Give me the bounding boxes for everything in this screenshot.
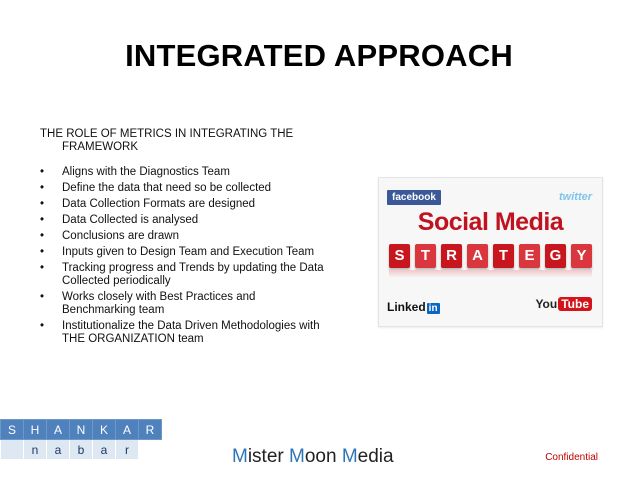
content-area: [40, 128, 325, 349]
strategy-letter-block: E: [519, 244, 540, 268]
list-item: [40, 214, 325, 227]
strategy-letter-block: T: [493, 244, 514, 268]
logo-letter: K: [93, 420, 116, 440]
brand-initial: M: [232, 446, 248, 467]
bullet-icon: •: [40, 291, 45, 303]
list-item: [40, 198, 325, 211]
strategy-letter-block: G: [545, 244, 566, 268]
facebook-logo: facebook: [387, 190, 441, 205]
bullet-icon: •: [40, 262, 45, 274]
bullet-icon: •: [40, 198, 45, 210]
bullet-icon: •: [40, 182, 45, 194]
list-item-text: Data Collection Formats are designed: [62, 198, 256, 210]
bullet-icon: •: [40, 214, 45, 226]
logo-letter: R: [139, 420, 162, 440]
list-item: [40, 182, 325, 195]
list-item: [40, 230, 325, 243]
logo-letter: S: [1, 420, 24, 440]
footer-brand: [232, 446, 394, 468]
list-item-text: Define the data that need so be collected: [62, 182, 272, 194]
brand-word: ister: [247, 446, 290, 467]
youtube-logo: [535, 297, 592, 311]
block-reflection: [389, 270, 592, 278]
youtube-you-text: You: [535, 297, 558, 311]
list-item-text: Conclusions are drawn: [62, 230, 179, 242]
brand-initial: M: [289, 446, 305, 467]
subheading: THE ROLE OF METRICS IN INTEGRATING THE FRAMEWORK: [40, 128, 294, 153]
twitter-logo: twitter: [559, 191, 592, 203]
bullet-icon: •: [40, 246, 45, 258]
list-item-text: Aligns with the Diagnostics Team: [62, 166, 230, 178]
logo-letter: r: [116, 440, 139, 460]
brand-word: edia: [357, 446, 394, 467]
logo-letter: a: [47, 440, 70, 460]
bullet-icon: •: [40, 166, 45, 178]
slide-title: INTEGRATED APPROACH: [125, 38, 513, 73]
logo-letter: b: [70, 440, 93, 460]
strategy-letter-block: Y: [571, 244, 592, 268]
linkedin-logo: [387, 300, 440, 314]
brand-initial: M: [341, 446, 358, 467]
strategy-blocks: [389, 244, 592, 268]
youtube-tube-badge: Tube: [558, 297, 592, 311]
list-item-text: Inputs given to Design Team and Execution Team: [62, 246, 315, 258]
bullet-list: [40, 166, 325, 346]
strategy-letter-block: A: [467, 244, 488, 268]
logo-letter: [139, 440, 162, 460]
social-media-heading: Social Media: [417, 208, 564, 236]
list-item: [40, 262, 325, 288]
bullet-icon: •: [40, 320, 45, 332]
shankar-nabar-logo: [0, 419, 162, 460]
linkedin-text: Linked: [387, 300, 426, 314]
strategy-letter-block: R: [441, 244, 462, 268]
list-item: [40, 166, 325, 179]
logo-letter: A: [116, 420, 139, 440]
logo-letter: A: [47, 420, 70, 440]
list-item-text: Works closely with Best Practices and Benchmarking team: [62, 291, 256, 316]
logo-letter: H: [24, 420, 47, 440]
logo-letter: n: [24, 440, 47, 460]
list-item: [40, 291, 325, 317]
confidential-label: Confidential: [545, 452, 598, 463]
list-item-text: Institutionalize the Data Driven Methodologies with THE ORGANIZATION team: [62, 320, 320, 345]
strategy-letter-block: T: [415, 244, 436, 268]
logo-letter: [1, 440, 24, 460]
list-item: [40, 246, 325, 259]
brand-word: oon: [304, 446, 342, 467]
list-item-text: Data Collected is analysed: [62, 214, 199, 226]
social-media-strategy-image: [378, 177, 603, 327]
logo-top-row: [1, 420, 162, 440]
bullet-icon: •: [40, 230, 45, 242]
list-item-text: Tracking progress and Trends by updating the Data Collected periodically: [62, 262, 324, 287]
strategy-letter-block: S: [389, 244, 410, 268]
logo-letter: N: [70, 420, 93, 440]
linkedin-in-badge: in: [428, 303, 438, 314]
list-item: [40, 320, 325, 346]
logo-letter: a: [93, 440, 116, 460]
logo-bottom-row: [1, 440, 162, 460]
